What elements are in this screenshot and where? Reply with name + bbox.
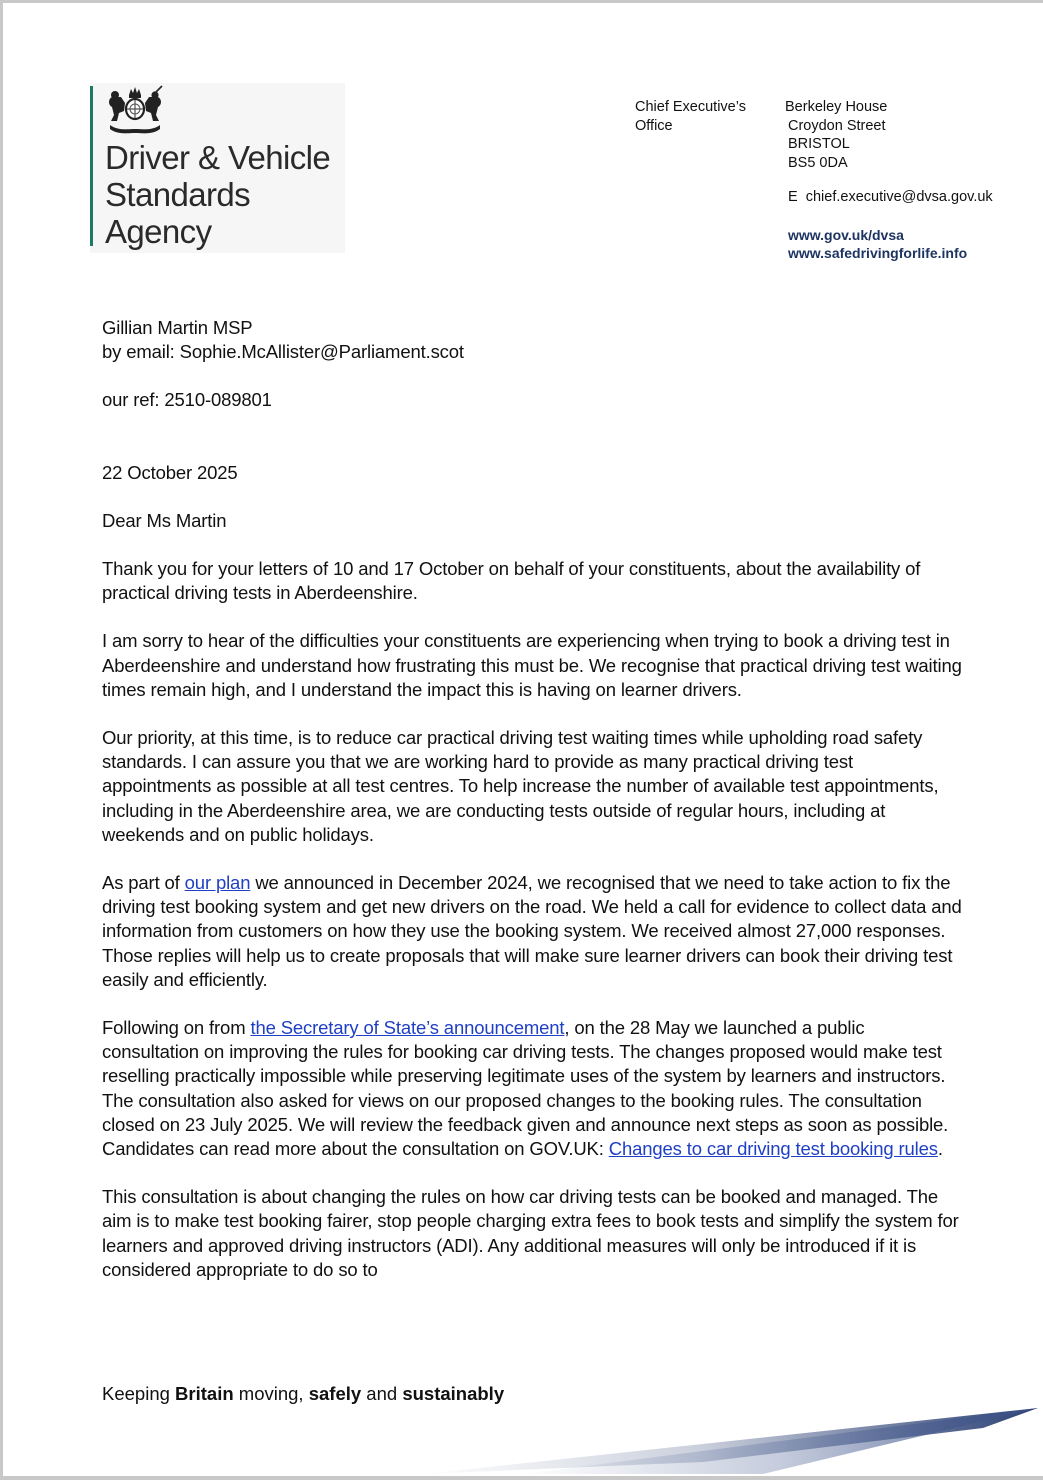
- paragraph-1: Thank you for your letters of 10 and 17 October on behalf of your constituents, about the availability of practical driving tests in Aberdeenshire.: [102, 558, 921, 604]
- royal-coat-of-arms-icon: [104, 85, 166, 135]
- website-link-safedriving[interactable]: www.safedrivingforlife.info: [788, 245, 968, 261]
- office-name: Chief Executive’s Office: [635, 99, 746, 134]
- recipient-name: Gillian Martin MSP: [102, 317, 253, 338]
- recipient-email: by email: Sophie.McAllister@Parliament.scot: [102, 341, 464, 363]
- paragraph-4: As part of our plan we announced in December 2024, we recognised that we need to take action to fix the driving test booking system and get new drivers on the road. We held a call for evidence to collect data and information from customers on how they use the booking system. We received almost 27,000 responses. Those replies will help us to create proposals that will make sure learner drivers can book their driving test easily and efficiently.: [102, 872, 962, 990]
- footer-slogan: Keeping Britain moving, safely and sustainably: [102, 1383, 505, 1404]
- sender-email: E chief.executive@dvsa.gov.uk: [788, 189, 993, 205]
- sender-address: Berkeley House Croydon Street BRISTOL BS5 0DA: [785, 99, 888, 171]
- letter-body: [102, 316, 962, 1282]
- footer-swoosh-graphic: [3, 1398, 1043, 1476]
- paragraph-6: This consultation is about changing the rules on how car driving tests can be booked and managed. The aim is to make test booking fairer, stop people charging extra fees to book tests and simplify the system for learners and approved driving instructors (ADI). Any additional measures will only be introduced if it is considered appropriate to do so to: [102, 1186, 959, 1280]
- organisation-name: Driver & Vehicle Standards Agency: [105, 139, 331, 250]
- letter-page: [3, 3, 1043, 1476]
- website-links: [788, 226, 967, 262]
- our-plan-link[interactable]: our plan: [184, 872, 251, 894]
- salutation: Dear Ms Martin: [102, 509, 227, 531]
- booking-rules-changes-link[interactable]: Changes to car driving test booking rules: [608, 1138, 938, 1160]
- website-link-dvsa[interactable]: www.gov.uk/dvsa: [788, 227, 904, 243]
- sender-email-address[interactable]: chief.executive@dvsa.gov.uk: [805, 189, 993, 205]
- dvsa-logo: [90, 83, 345, 253]
- logo-accent-bar: [90, 86, 93, 246]
- reference: our ref: 2510-089801: [102, 389, 272, 411]
- paragraph-2: I am sorry to hear of the difficulties your constituents are experiencing when trying to book a driving test in Aberdeenshire and understand how frustrating this must be. We recognise that practical driving test waiting times remain high, and I understand the impact this is having on learner drivers.: [102, 630, 962, 700]
- paragraph-3: Our priority, at this time, is to reduce car practical driving test waiting times while upholding road safety standards. I can assure you that we are working hard to provide as many practical driving test appointments as possible at all test centres. To help increase the number of available test appointments, including in the Aberdeenshire area, we are conducting tests outside of regular hours, including at weekends and on public holidays.: [102, 727, 939, 845]
- letter-date: 22 October 2025: [102, 461, 238, 483]
- paragraph-5: Following on from the Secretary of State’s announcement, on the 28 May we launched a public consultation on improving the rules for booking car driving tests. The changes proposed would make test reselling practically impossible while preserving legitimate uses of the system by learners and instructors. The consultation also asked for views on our proposed changes to the booking rules. The consultation closed on 23 July 2025. We will review the feedback given and announce next steps as soon as possible. Candidates can read more about the consultation on GOV.UK: Changes to car driving test booking rules.: [102, 1017, 949, 1160]
- secretary-of-state-announcement-link[interactable]: the Secretary of State’s announcement: [250, 1017, 565, 1039]
